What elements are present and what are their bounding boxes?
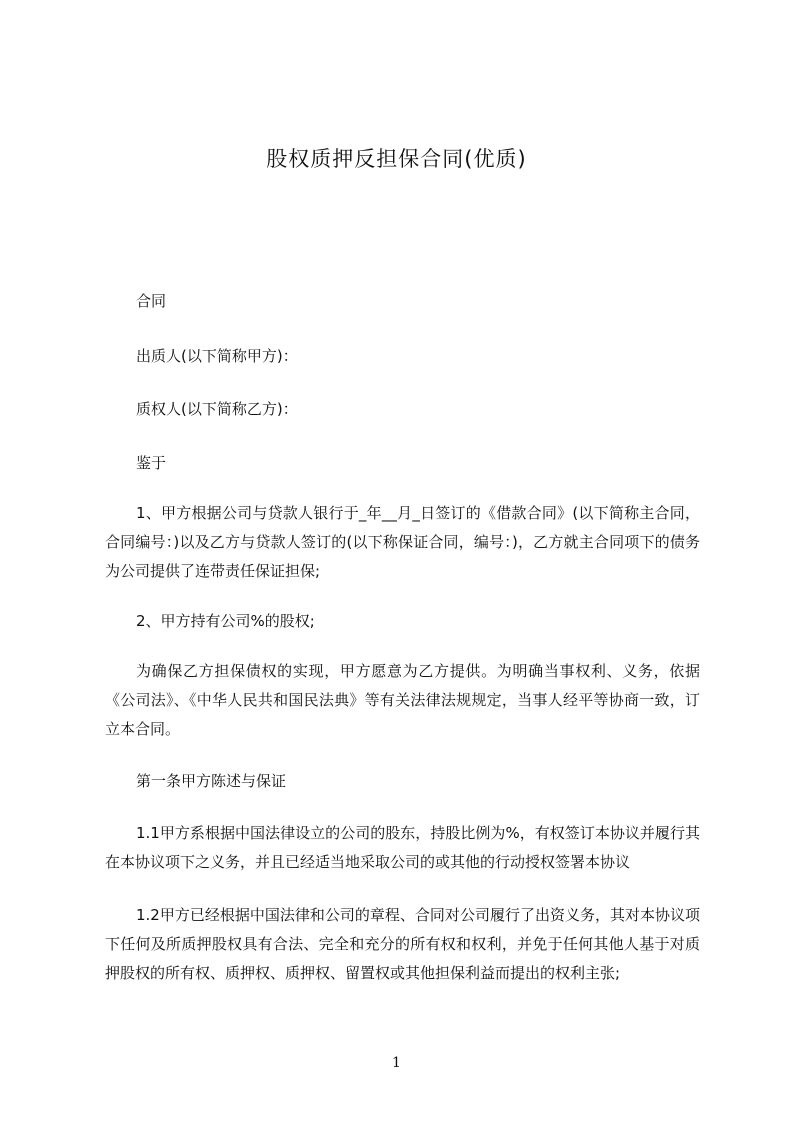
purpose-paragraph: 为确保乙方担保债权的实现，甲方愿意为乙方提供。为明确当事权利、义务，依据《公司法》、《中华人民共和国民法典》等有关法律法规规定，当事人经平等协商一致，订立本合同。 <box>105 662 700 738</box>
clause-2: 2、甲方持有公司%的股权; <box>136 612 315 630</box>
page-number: 1 <box>392 1055 401 1071</box>
contract-label: 合同 <box>136 292 167 310</box>
article-1-2: 1.2甲方已经根据中国法律和公司的章程、合同对公司履行了出资义务，其对本协议项下任何及所质押股权具有合法、完全和充分的所有权和权利，并免于任何其他人基于对质押股权的所有权、质押权、质押权、留置权或其他担保利益而提出的权利主张; <box>105 906 700 982</box>
whereas-heading: 鉴于 <box>136 454 167 472</box>
document-title: 股权质押反担保合同(优质) <box>266 147 527 171</box>
article-1-1: 1.1甲方系根据中国法律设立的公司的股东，持股比例为%，有权签订本协议并履行其在本协议项下之义务，并且已经适当地采取公司的或其他的行动授权签署本协议 <box>105 824 700 871</box>
article-1-heading: 第一条甲方陈述与保证 <box>136 772 287 790</box>
clause-1: 1、甲方根据公司与贷款人银行于_年__月_日签订的《借款合同》(以下简称主合同，合同编号：)以及乙方与贷款人签订的(以下称保证合同，编号：)，乙方就主合同项下的债务为公司提供了连带责任保证担保; <box>105 504 700 580</box>
pledgor-line: 出质人(以下简称甲方)： <box>136 347 298 365</box>
pledgee-line: 质权人(以下简称乙方)： <box>136 400 298 418</box>
